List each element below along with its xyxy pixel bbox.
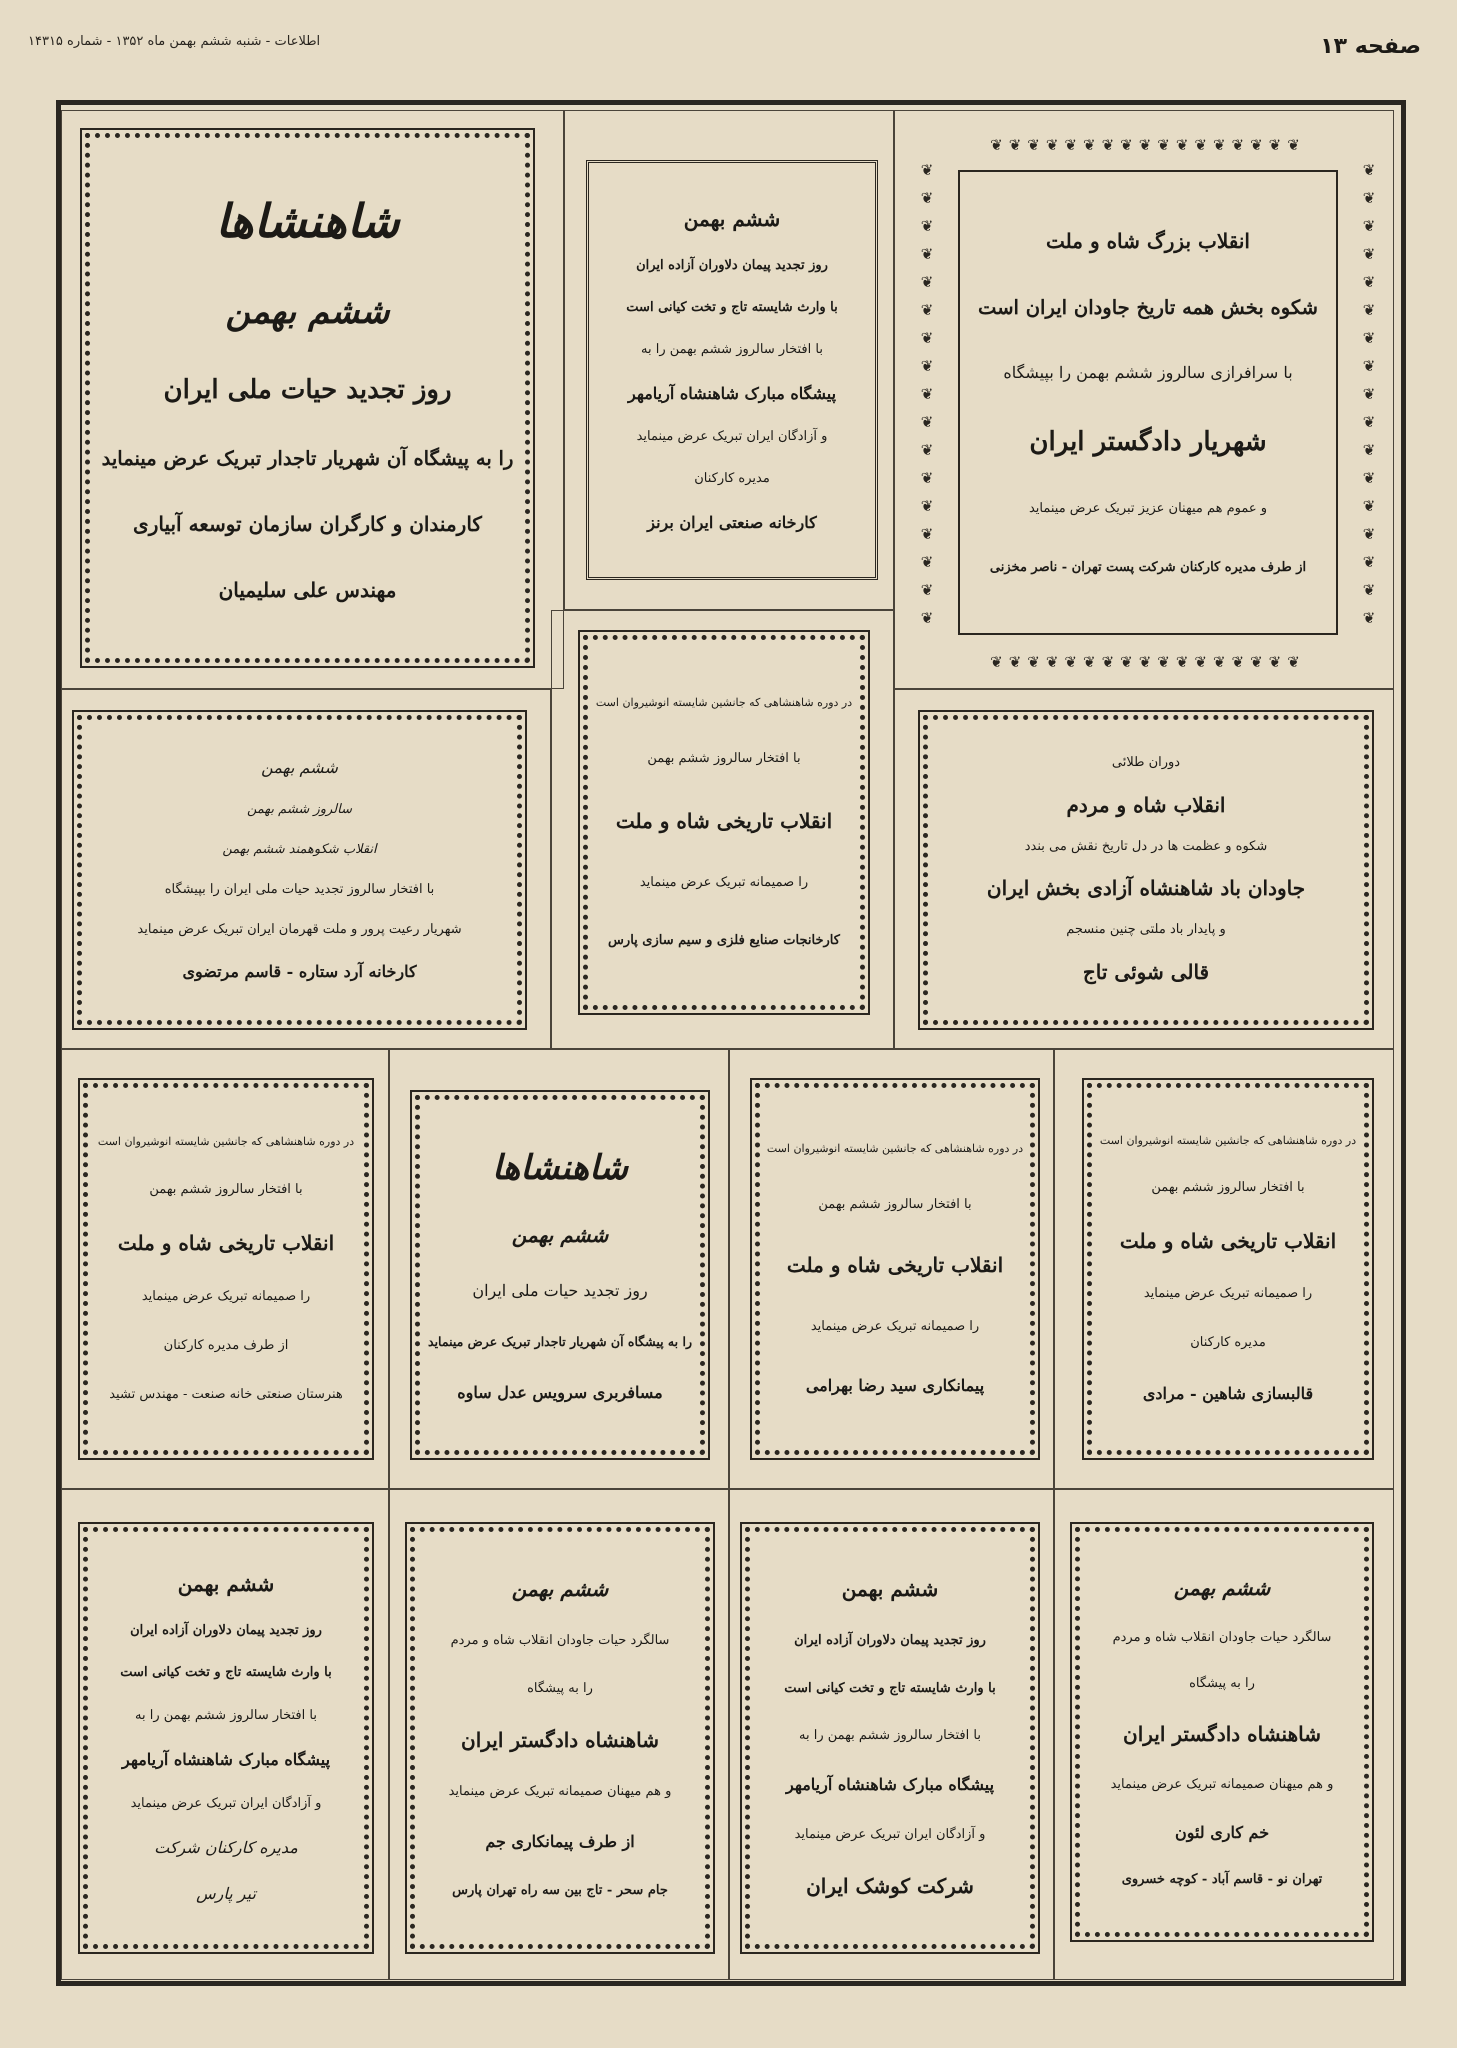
ad-line: با سرافرازی سالروز ششم بهمن را بپیشگاه (1003, 363, 1293, 383)
ad-bahrami-contracting (750, 1078, 1040, 1460)
ad-line: ششم بهمن (511, 1577, 609, 1602)
ad-line: و آزادگان ایران تبریک عرض مینماید (794, 1826, 986, 1842)
ad-line: از طرف مدیره کارکنان شرکت پست تهران - ناصر مخزنی (989, 560, 1307, 576)
ad-line: را به پیشگاه آن شهریار تاجدار تبریک عرض مینماید (428, 1334, 692, 1350)
ad-line: شاهنشاها (215, 193, 400, 248)
issue-meta: اطلاعات - شنبه ششم بهمن ماه ۱۳۵۲ - شماره ۱۴۳۱۵ (28, 34, 321, 49)
ad-line: شرکت کوشک ایران (806, 1873, 974, 1898)
leaf-border-top: ❦❦❦❦❦❦❦❦❦❦❦❦❦❦❦❦❦ (990, 136, 1306, 154)
ad-line: و هم میهنان صمیمانه تبریک عرض مینماید (1110, 1776, 1334, 1792)
ad-line: مدیره کارکنان (1190, 1334, 1266, 1350)
ad-line: قالی شوئی تاج (1082, 959, 1210, 984)
ad-iran-bronze (586, 160, 878, 580)
ad-line: با افتخار سالروز تجدید حیات ملی ایران را بپیشگاه (164, 881, 435, 897)
ad-line: با افتخار سالروز ششم بهمن (647, 750, 801, 766)
ad-line: انقلاب تاریخی شاه و ملت (117, 1230, 335, 1255)
ad-line: انقلاب شکوهمند ششم بهمن (222, 841, 377, 857)
ad-line: در دوره شاهنشاهی که جانشین شایسته انوشیروان است (97, 1134, 355, 1148)
ad-line: با وارث شایسته تاج و تخت کیانی است (784, 1680, 996, 1696)
page-header (0, 0, 1457, 95)
ad-line: روز تجدید پیمان دلاوران آزاده ایران (794, 1633, 986, 1649)
ad-jam-contracting (405, 1522, 715, 1954)
ad-line: ششم بهمن (261, 757, 338, 777)
ad-line: از طرف مدیره کارکنان (163, 1337, 289, 1353)
ad-line: از طرف پیمانکاری جم (485, 1831, 635, 1851)
ad-line: شهریار دادگستر ایران (1029, 427, 1267, 457)
ad-line: جاودان باد شاهنشاه آزادی بخش ایران (986, 876, 1306, 901)
ad-line: کارخانجات صنایع فلزی و سیم سازی پارس (608, 933, 840, 949)
ad-line: پیشگاه مبارک شاهنشاه آریامهر (121, 1749, 331, 1769)
ad-line: را صمیمانه تبریک عرض مینماید (639, 875, 809, 891)
ad-line: انقلاب شاه و مردم (1066, 792, 1226, 817)
leaf-border-bottom: ❦❦❦❦❦❦❦❦❦❦❦❦❦❦❦❦❦ (990, 653, 1306, 671)
ad-line: روز تجدید پیمان دلاوران آزاده ایران (130, 1623, 322, 1638)
ad-line: با وارث شایسته تاج و تخت کیانی است (120, 1665, 332, 1681)
ad-line: انقلاب تاریخی شاه و ملت (615, 808, 833, 833)
ad-leon-bending (1070, 1522, 1374, 1942)
ad-line: شهریار رعیت پرور و ملت قهرمان ایران تبریک عرض مینماید (137, 921, 462, 937)
ad-line: ششم بهمن (683, 206, 781, 231)
ad-line: با افتخار سالروز ششم بهمن (818, 1196, 972, 1212)
ad-line: را به پیشگاه (527, 1680, 593, 1696)
ad-line: دوران طلائی (1111, 755, 1181, 771)
ad-line: و عموم هم میهنان عزیز تبریک عرض مینماید (1028, 501, 1268, 517)
ad-line: هنرستان صنعتی خانه صنعت - مهندس تشید (109, 1386, 343, 1402)
ad-line: پیشگاه مبارک شاهنشاه آریامهر (627, 383, 837, 403)
ad-line: انقلاب تاریخی شاه و ملت (1119, 1229, 1337, 1254)
ad-shahin-moldmaking (1082, 1078, 1374, 1460)
ad-line: شکوه بخش همه تاریخ جاودان ایران است (978, 296, 1318, 320)
ad-line: سالگرد حیات جاودان انقلاب شاه و مردم (1112, 1630, 1332, 1646)
leaf-border-right: ❦ ❦ ❦ ❦ ❦ ❦ ❦ ❦ ❦ ❦ ❦ ❦ ❦ ❦ ❦ ❦ ❦ (1362, 161, 1376, 627)
ad-line: شاهنشاه دادگستر ایران (461, 1728, 659, 1752)
ad-irrigation-org (80, 128, 535, 668)
ad-line: سالگرد حیات جاودان انقلاب شاه و مردم (450, 1633, 670, 1649)
ad-line: در دوره شاهنشاهی که جانشین شایسته انوشیروان است (1099, 1134, 1357, 1148)
ad-line: مدیره کارکنان شرکت (154, 1838, 298, 1857)
ad-line: پیمانکاری سید رضا بهرامی (805, 1375, 985, 1395)
ad-line: ششم بهمن (1173, 1575, 1271, 1600)
ad-line: ششم بهمن (511, 1222, 609, 1247)
ad-line: ششم بهمن (177, 1572, 275, 1596)
leaf-border-left: ❦ ❦ ❦ ❦ ❦ ❦ ❦ ❦ ❦ ❦ ❦ ❦ ❦ ❦ ❦ ❦ ❦ (920, 161, 934, 627)
ad-line: با افتخار سالروز ششم بهمن را به (135, 1707, 317, 1723)
ad-line: در دوره شاهنشاهی که جانشین شایسته انوشیروان است (595, 695, 853, 709)
ad-line: روز تجدید حیات ملی ایران (472, 1280, 648, 1300)
ad-line: را به پیشگاه آن شهریار تاجدار تبریک عرض مینماید (101, 447, 514, 471)
ad-pars-metal-industries (578, 630, 870, 1015)
ad-koushk-iran (740, 1522, 1040, 1954)
ad-line: انقلاب تاریخی شاه و ملت (786, 1253, 1004, 1278)
ad-post-company (958, 170, 1338, 635)
ad-line: و آزادگان ایران تبریک عرض مینماید (130, 1795, 322, 1811)
ad-line: کارمندان و کارگران سازمان توسعه آبیاری (133, 512, 482, 537)
ad-adl-saveh-bus (410, 1090, 710, 1460)
ad-line: تیر پارس (196, 1884, 256, 1903)
ad-line: روز تجدید حیات ملی ایران (163, 375, 452, 406)
ad-line: با افتخار سالروز ششم بهمن را به (799, 1728, 981, 1743)
ad-line: را به پیشگاه (1189, 1676, 1255, 1692)
page-number: صفحه ۱۳ (1320, 34, 1421, 59)
ad-line: جام سحر - تاج بین سه راه تهران پارس (452, 1882, 668, 1898)
ad-line: و آزادگان ایران تبریک عرض مینماید (636, 429, 828, 445)
ad-line: ششم بهمن (225, 291, 390, 332)
ad-tir-pars (78, 1522, 374, 1954)
ad-line: را صمیمانه تبریک عرض مینماید (810, 1318, 980, 1334)
ad-line: شکوه و عظمت ها در دل تاریخ نقش می بندد (1024, 838, 1268, 854)
ad-line: روز تجدید پیمان دلاوران آزاده ایران (636, 257, 828, 273)
ad-line: مسافربری سرویس عدل ساوه (457, 1382, 663, 1402)
ad-line: ششم بهمن (841, 1577, 939, 1602)
ad-line: قالبسازی شاهین - مرادی (1142, 1383, 1314, 1403)
ad-line: کارخانه آرد ستاره - قاسم مرتضوی (182, 962, 417, 982)
ad-line: با افتخار سالروز ششم بهمن (149, 1181, 303, 1197)
ad-line: را صمیمانه تبریک عرض مینماید (141, 1288, 311, 1304)
ad-line: و هم میهنان صمیمانه تبریک عرض مینماید (448, 1784, 672, 1800)
ad-line: تهران نو - قاسم آباد - کوچه خسروی (1121, 1872, 1323, 1888)
ad-line: با افتخار سالروز ششم بهمن (1151, 1180, 1305, 1196)
ad-line: را صمیمانه تبریک عرض مینماید (1143, 1286, 1313, 1302)
ad-line: خم کاری لئون (1174, 1822, 1270, 1842)
ad-taj-carpet-wash (918, 710, 1374, 1030)
ad-line: مدیره کارکنان (694, 471, 770, 487)
ad-line: با وارث شایسته تاج و تخت کیانی است (626, 299, 838, 315)
ad-setareh-flour-mill (72, 710, 527, 1030)
ad-line: مهندس علی سلیمیان (218, 578, 397, 603)
ad-line: پیشگاه مبارک شاهنشاه آریامهر (785, 1775, 995, 1795)
ad-line: شاهنشاه دادگستر ایران (1123, 1722, 1321, 1746)
ad-line: شاهنشاها (491, 1148, 629, 1189)
ad-line: در دوره شاهنشاهی که جانشین شایسته انوشیروان است (766, 1142, 1024, 1156)
ad-line: و پایدار باد ملتی چنین منسجم (1066, 922, 1226, 938)
ad-technical-school (78, 1078, 374, 1460)
ad-line: کارخانه صنعتی ایران برنز (647, 513, 817, 533)
ad-line: سالروز ششم بهمن (247, 801, 352, 817)
ad-line: انقلاب بزرگ شاه و ملت (1046, 228, 1250, 253)
ad-line: با افتخار سالروز ششم بهمن را به (641, 341, 823, 357)
